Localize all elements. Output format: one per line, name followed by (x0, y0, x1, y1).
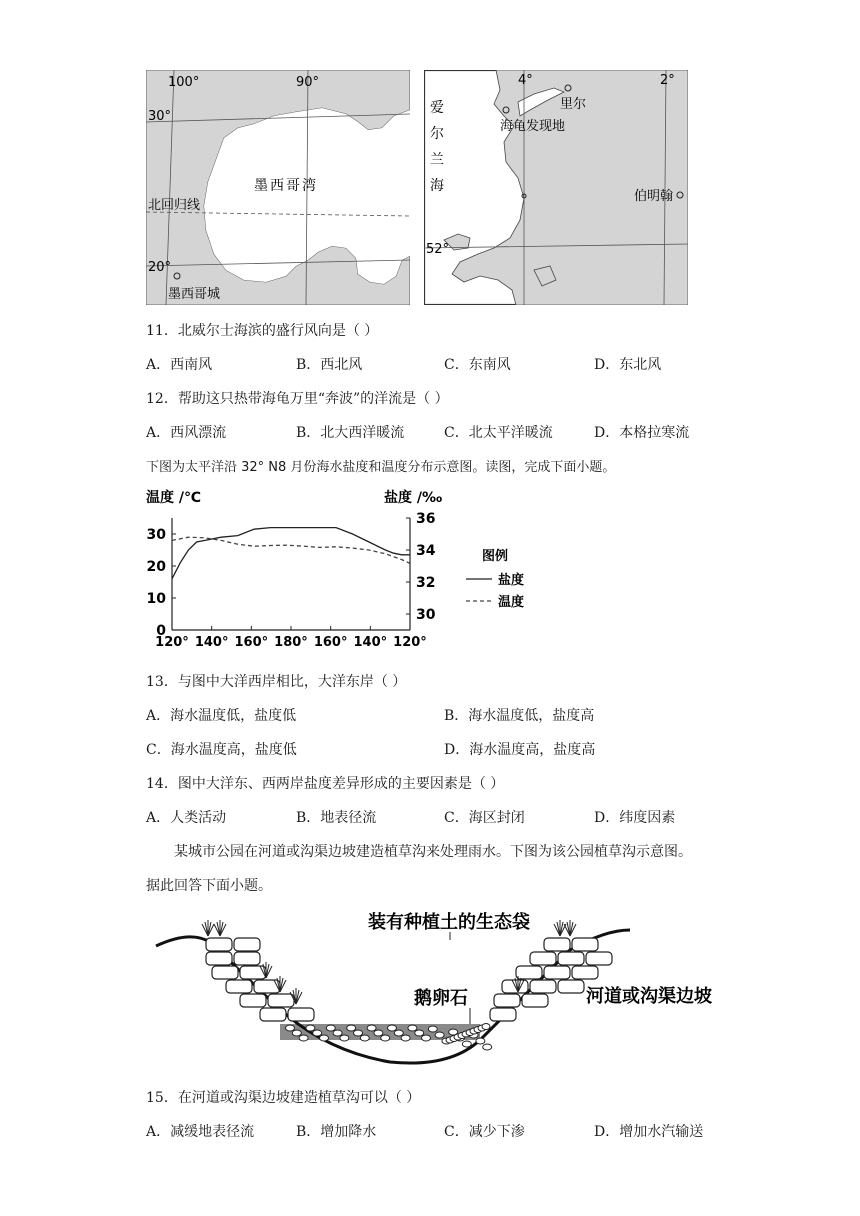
question-15: 15．在河道或沟渠边坡建造植草沟可以（ ） (146, 1090, 421, 1106)
pebble (326, 1025, 335, 1031)
pebble (299, 1035, 308, 1041)
tropic-label: 北回归线 (148, 198, 201, 213)
lon-90-label: 90° (296, 75, 320, 90)
pebble (340, 1035, 349, 1041)
right-tick-label: 30 (416, 607, 436, 623)
right-tick-label: 34 (416, 543, 436, 559)
left-tick-label: 30 (146, 527, 166, 543)
label-pebble: 鹅卵石 (414, 988, 468, 1009)
gulf-of-mexico-map (146, 70, 410, 305)
question-14: 14．图中大洋东、西两岸盐度差异形成的主要因素是（ ） (146, 776, 505, 792)
q13-option-c[interactable]: C．海水温度高，盐度低 (146, 742, 297, 758)
lat-20-label: 20° (148, 260, 172, 275)
q11-option-c[interactable]: C．东南风 (444, 357, 511, 373)
pebble (435, 1032, 444, 1038)
eco-bag (558, 980, 584, 993)
q11-option-a[interactable]: A．西南风 (146, 357, 213, 373)
eco-bag (254, 980, 280, 993)
eco-bag (490, 1008, 516, 1021)
chart-intro: 下图为太平洋沿 32° N8 月份海水盐度和温度分布示意图。读图，完成下面小题。 (146, 460, 616, 475)
x-tick-label: 160° (234, 635, 269, 650)
pebble (381, 1035, 390, 1041)
salinity-line (172, 528, 410, 579)
pebble (415, 1030, 424, 1036)
legend-title: 图例 (482, 549, 509, 564)
pebble (394, 1030, 403, 1036)
gulf-label: 墨西哥湾 (254, 178, 318, 194)
eco-bag (494, 994, 520, 1007)
q11-option-b[interactable]: B．西北风 (296, 357, 363, 373)
pebble (408, 1025, 417, 1031)
birmingham-label: 伯明翰 (634, 189, 674, 204)
eco-bag (206, 938, 232, 951)
pebble (313, 1030, 322, 1036)
left-tick-label: 10 (146, 591, 166, 607)
q14-option-b[interactable]: B．地表径流 (296, 810, 377, 826)
pebble (428, 1026, 437, 1032)
eco-bag (586, 952, 612, 965)
q12-option-c[interactable]: C．北太平洋暖流 (444, 425, 553, 441)
lon-4-label: 4° (518, 73, 533, 88)
eco-bag (206, 952, 232, 965)
chart-axes (147, 511, 436, 650)
q15-option-b[interactable]: B．增加降水 (296, 1124, 377, 1140)
q15-option-c[interactable]: C．减少下渗 (444, 1124, 525, 1140)
label-eco-bag: 装有种植土的生态袋 (368, 912, 530, 933)
right-tick-label: 32 (416, 575, 436, 591)
irish-sea-map (424, 70, 688, 305)
eco-bag (544, 938, 570, 951)
x-tick-label: 160° (313, 635, 348, 650)
label-slope: 河道或沟渠边坡 (586, 986, 712, 1007)
eco-bag (558, 952, 584, 965)
eco-bag (212, 966, 238, 979)
lat-52-label: 52° (426, 242, 450, 257)
sea-char-4: 海 (430, 178, 444, 194)
pebble (388, 1025, 397, 1031)
q15-option-a[interactable]: A．减缓地表径流 (146, 1124, 255, 1140)
q12-option-a[interactable]: A．西风漂流 (146, 425, 227, 441)
pebble (286, 1025, 295, 1031)
x-tick-label: 140° (194, 635, 229, 650)
lon-2-label: 2° (660, 73, 675, 88)
q13-option-a[interactable]: A．海水温度低，盐度低 (146, 708, 297, 724)
eco-bag (516, 966, 542, 979)
eco-bag (268, 994, 294, 1007)
lat-30-label: 30° (148, 109, 172, 124)
salinity-temperature-chart (140, 484, 560, 650)
q15-option-d[interactable]: D．增加水汽输送 (594, 1124, 704, 1140)
turtle-site-label: 海龟发现地 (500, 119, 566, 134)
question-12: 12．帮助这只热带海龟万里“奔波”的洋流是（ ） (146, 391, 449, 407)
sea-char-2: 尔 (430, 126, 444, 142)
lon-100-label: 100° (168, 75, 200, 90)
q13-option-b[interactable]: B．海水温度低，盐度高 (444, 708, 595, 724)
x-tick-label: 180° (274, 635, 308, 650)
right-tick-label: 36 (416, 511, 436, 527)
eco-bag (530, 980, 556, 993)
pebble (374, 1030, 383, 1036)
eco-bag (260, 1008, 286, 1021)
eco-bag (572, 938, 598, 951)
question-11: 11．北威尔士海滨的盛行风向是（ ） (146, 323, 379, 339)
x-tick-label: 120° (155, 635, 189, 650)
q11-option-d[interactable]: D．东北风 (594, 357, 662, 373)
liverpool-label: 里尔 (560, 97, 587, 112)
eco-bag (226, 980, 252, 993)
left-tick-label: 20 (146, 559, 166, 575)
eco-bag (240, 994, 266, 1007)
eco-bag (234, 952, 260, 965)
pebble (462, 1041, 471, 1047)
pebble (360, 1035, 369, 1041)
q14-option-a[interactable]: A．人类活动 (146, 810, 227, 826)
right-axis-title: 盐度 /‰ (384, 490, 443, 506)
eco-bag (544, 966, 570, 979)
pebble (306, 1025, 315, 1031)
eco-bag (522, 994, 548, 1007)
pebble (483, 1044, 492, 1050)
grass-swale-diagram (150, 900, 740, 1078)
park-intro-line2: 据此回答下面小题。 (146, 878, 272, 894)
eco-bag (288, 1008, 314, 1021)
mexico-city-label: 墨西哥城 (168, 287, 221, 302)
x-tick-label: 140° (353, 635, 388, 650)
eco-bag-group (206, 938, 612, 1021)
chart-marks (172, 528, 410, 579)
left-axis-title: 温度 /℃ (146, 490, 201, 506)
eco-bag (530, 952, 556, 965)
q14-option-d[interactable]: D．纬度因素 (594, 810, 676, 826)
q14-option-c[interactable]: C．海区封闭 (444, 810, 525, 826)
temperature-line (172, 537, 410, 563)
q12-option-d[interactable]: D．本格拉寒流 (594, 425, 690, 441)
park-intro-line1: 某城市公园在河道或沟渠边坡建造植草沟来处理雨水。下图为该公园植草沟示意图。 (174, 844, 692, 860)
sea-char-1: 爱 (430, 100, 444, 116)
eco-bag (572, 966, 598, 979)
question-13: 13．与图中大洋西岸相比，大洋东岸（ ） (146, 674, 407, 690)
pebble (422, 1035, 431, 1041)
pebble (401, 1035, 410, 1041)
q12-option-b[interactable]: B．北大西洋暖流 (296, 425, 405, 441)
pebble (367, 1025, 376, 1031)
pebble (333, 1030, 342, 1036)
sea-char-3: 兰 (430, 152, 444, 168)
eco-bag (240, 966, 266, 979)
pebble (354, 1030, 363, 1036)
pebble (476, 1038, 485, 1044)
pebble (292, 1030, 301, 1036)
pebble (320, 1035, 329, 1041)
legend-salinity-label: 盐度 (498, 573, 525, 588)
legend-temperature-label: 温度 (498, 595, 525, 610)
q13-option-d[interactable]: D．海水温度高，盐度高 (444, 742, 596, 758)
x-tick-label: 120° (393, 635, 427, 650)
left-tick-label: 0 (156, 623, 166, 639)
pebble (482, 1024, 490, 1030)
pebble (347, 1025, 356, 1031)
eco-bag (234, 938, 260, 951)
